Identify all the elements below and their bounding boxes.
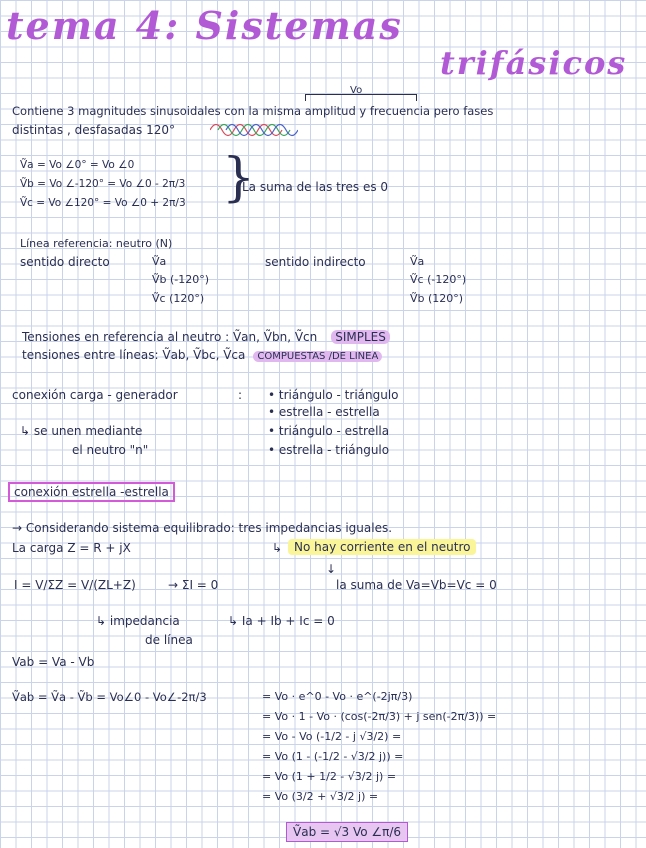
direct-item-1: Ṽa xyxy=(152,255,167,268)
phasor-sum-note: La suma de las tres es 0 xyxy=(242,180,389,194)
impedance-note-2: de línea xyxy=(145,633,193,647)
connections-heading: conexión carga - generador xyxy=(12,388,178,402)
indirect-item-1: Ṽa xyxy=(410,255,425,268)
impedance-note-1: ↳ impedancia xyxy=(96,614,180,628)
intro-line1: Contiene 3 magnitudes sinusoidales con la misma amplitud y frecuencia pero fases xyxy=(12,104,494,118)
connections-note-1: ↳ se unen mediante xyxy=(20,424,143,438)
overbrace-label: Vo xyxy=(350,85,363,96)
vab-result: Ṽab = √3 Vo ∠π/6 xyxy=(286,822,408,842)
connection-type-1: • triángulo - triángulo xyxy=(268,388,399,402)
derivation-step-4: = Vo (1 - (-1/2 - √3/2 j)) = xyxy=(262,750,404,763)
brace-icon: } xyxy=(222,148,256,208)
derivation-step-1: = Vo · e^0 - Vo · e^(-2jπ/3) xyxy=(262,690,413,703)
section-title: conexión estrella -estrella xyxy=(8,482,175,502)
no-current-arrow: ↳ xyxy=(272,541,283,555)
connections-colon: : xyxy=(238,388,243,402)
direct-item-3: Ṽc (120°) xyxy=(152,292,205,305)
sum-currents-detail: ↳ Ia + Ib + Ic = 0 xyxy=(228,614,335,628)
derivation-step-6: = Vo (3/2 + √3/2 j) = xyxy=(262,790,379,803)
indirect-item-2: Ṽc (-120°) xyxy=(410,273,467,286)
reference-line: Línea referencia: neutro (N) xyxy=(20,237,173,250)
vab-phasor: Ṽab = Ṽa - Ṽb = Vo∠0 - Vo∠-2π/3 xyxy=(12,690,207,704)
connection-type-3: • triángulo - estrella xyxy=(268,424,390,438)
connections-note-2: el neutro "n" xyxy=(72,443,149,457)
derivation-step-2: = Vo · 1 - Vo · (cos(-2π/3) + j sen(-2π/3)) = xyxy=(262,710,497,723)
phasor-vc: Ṽc = Vo ∠120° = Vo ∠0 + 2π/3 xyxy=(20,197,186,209)
current-equation: I = V/ΣZ = V/(ZL+Z) xyxy=(14,578,136,592)
sum-voltage: la suma de Va=Vb=Vc = 0 xyxy=(336,578,497,592)
compound-voltages xyxy=(22,348,382,364)
simple-tag: SIMPLES xyxy=(331,330,390,344)
compound-tag: COMPUESTAS /DE LINEA xyxy=(253,351,382,362)
derivation-step-5: = Vo (1 + 1/2 - √3/2 j) = xyxy=(262,770,397,783)
sine-waves-icon xyxy=(210,119,298,141)
indirect-label: sentido indirecto xyxy=(265,255,366,269)
page-title-line2: trifásicos xyxy=(440,44,628,82)
indirect-item-3: Ṽb (120°) xyxy=(410,292,464,305)
simple-voltages-text: Tensiones en referencia al neutro : Ṽan, Ṽbn, Ṽcn xyxy=(22,330,318,344)
load-equation: La carga Z = R + jX xyxy=(12,541,131,555)
page-title-line1: tema 4: Sistemas xyxy=(6,3,403,48)
phasor-vb: Ṽb = Vo ∠-120° = Vo ∠0 - 2π/3 xyxy=(20,178,186,190)
intro-line2: distintas , desfasadas 120° xyxy=(12,123,175,137)
derivation-step-3: = Vo - Vo (-1/2 - j √3/2) = xyxy=(262,730,402,743)
compound-voltages-text: tensiones entre líneas: Ṽab, Ṽbc, Ṽca xyxy=(22,348,246,362)
down-arrow-icon: ↓ xyxy=(326,562,337,576)
vab-definition: Vab = Va - Vb xyxy=(12,655,95,669)
phasor-va: Ṽa = Vo ∠0° = Vo ∠0 xyxy=(20,159,135,171)
no-current-note: No hay corriente en el neutro xyxy=(288,539,476,555)
overbrace xyxy=(305,94,417,101)
simple-voltages xyxy=(22,330,390,344)
sum-current: → ΣI = 0 xyxy=(168,578,219,592)
direct-label: sentido directo xyxy=(20,255,110,269)
connection-type-4: • estrella - triángulo xyxy=(268,443,390,457)
balanced-line1: → Considerando sistema equilibrado: tres impedancias iguales. xyxy=(12,521,393,535)
direct-item-2: Ṽb (-120°) xyxy=(152,273,210,286)
connection-type-2: • estrella - estrella xyxy=(268,405,380,419)
